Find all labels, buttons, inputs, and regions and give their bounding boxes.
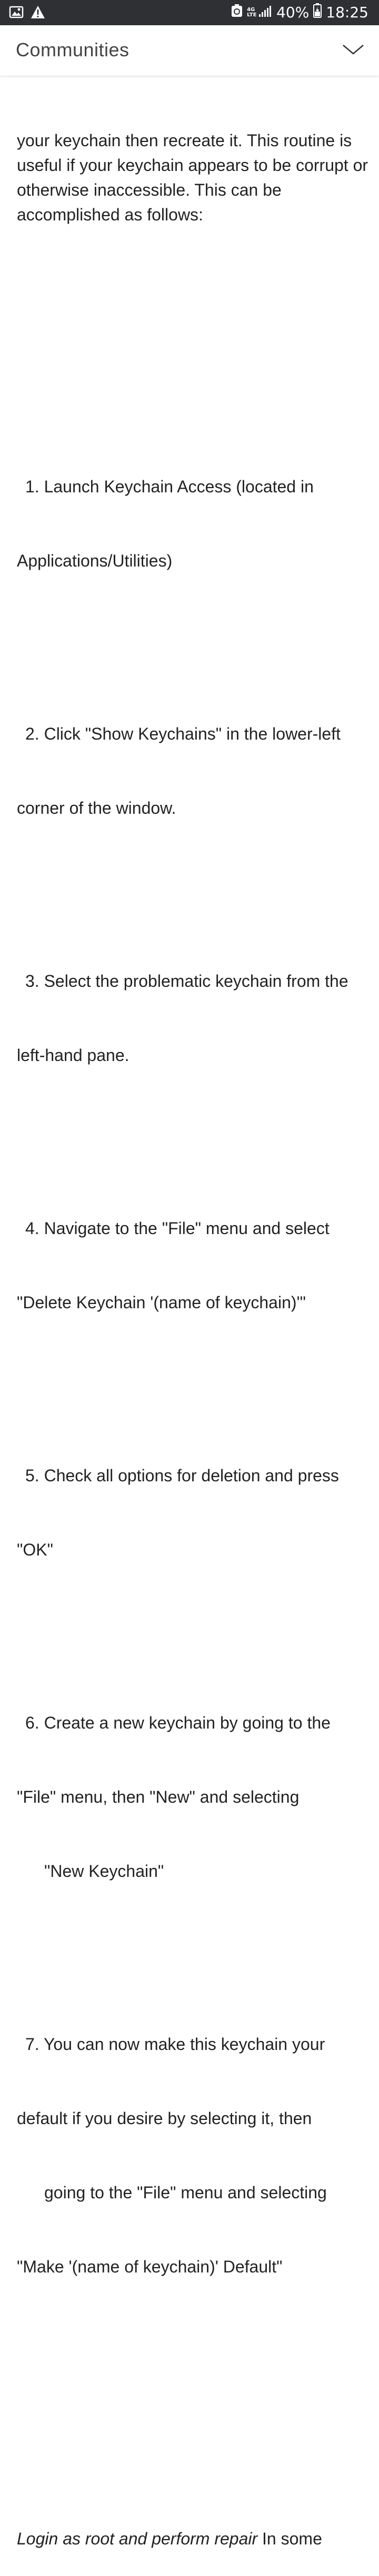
step-7-line1: 7. You can now make this keychain your xyxy=(25,2035,325,2054)
step-5-line1: 5. Check all options for deletion and press xyxy=(25,1466,339,1485)
step-1-line2: Applications/Utilities) xyxy=(17,551,173,570)
article-intro: your keychain then recreate it. This routine is useful if your keychain appears to be corrupt or otherwise inaccessible. This can be accomplished as follows: xyxy=(17,131,373,224)
list-item xyxy=(17,425,370,623)
status-bar xyxy=(0,0,379,25)
list-item xyxy=(17,1661,370,1933)
step-4-line2: "Delete Keychain '(name of keychain)'" xyxy=(17,1293,306,1312)
list-item xyxy=(17,1414,370,1612)
step-3-line1: 3. Select the problematic keychain from the xyxy=(25,972,348,991)
spacer xyxy=(17,277,370,301)
list-item xyxy=(17,920,370,1117)
warning-icon xyxy=(31,5,45,22)
chevron-down-icon[interactable] xyxy=(342,43,364,57)
list-item xyxy=(17,672,370,870)
step-1-line1: 1. Launch Keychain Access (located in xyxy=(25,477,314,496)
clock: 18:25 xyxy=(326,4,368,21)
section-text: In some xyxy=(257,2529,322,2548)
step-7-line4: "Make '(name of keychain)' Default" xyxy=(17,2257,283,2276)
step-7-line2: default if you desire by selecting it, then xyxy=(17,2109,312,2128)
list-item xyxy=(17,1167,370,1365)
image-icon xyxy=(9,6,23,21)
list-item xyxy=(17,1983,370,2329)
step-5-line2: "OK" xyxy=(17,1540,53,1559)
step-2-line1: 2. Click "Show Keychains" in the lower-left xyxy=(25,724,341,743)
next-section xyxy=(17,2527,370,2551)
recycle-icon xyxy=(231,4,243,21)
app-header xyxy=(0,25,379,76)
article-body xyxy=(17,79,373,2576)
network-type-label: 4G LTE xyxy=(247,6,257,18)
page-title: Communities xyxy=(16,39,129,60)
battery-icon xyxy=(313,3,322,22)
step-6-line2: "File" menu, then "New" and selecting xyxy=(17,1787,300,1806)
section-heading: Login as root and perform repair xyxy=(17,2529,258,2548)
signal-icon xyxy=(258,4,272,21)
spacer xyxy=(17,2452,370,2477)
step-4-line1: 4. Navigate to the "File" menu and select xyxy=(25,1219,330,1238)
step-6-line1: 6. Create a new keychain by going to the xyxy=(25,1713,331,1732)
battery-percent: 40% xyxy=(276,4,310,21)
step-7-line3: going to the "File" menu and selecting xyxy=(44,2183,327,2202)
step-3-line2: left-hand pane. xyxy=(17,1046,129,1065)
steps-list xyxy=(17,376,370,2378)
step-2-line2: corner of the window. xyxy=(17,799,176,817)
step-6-line3: "New Keychain" xyxy=(44,1862,164,1881)
